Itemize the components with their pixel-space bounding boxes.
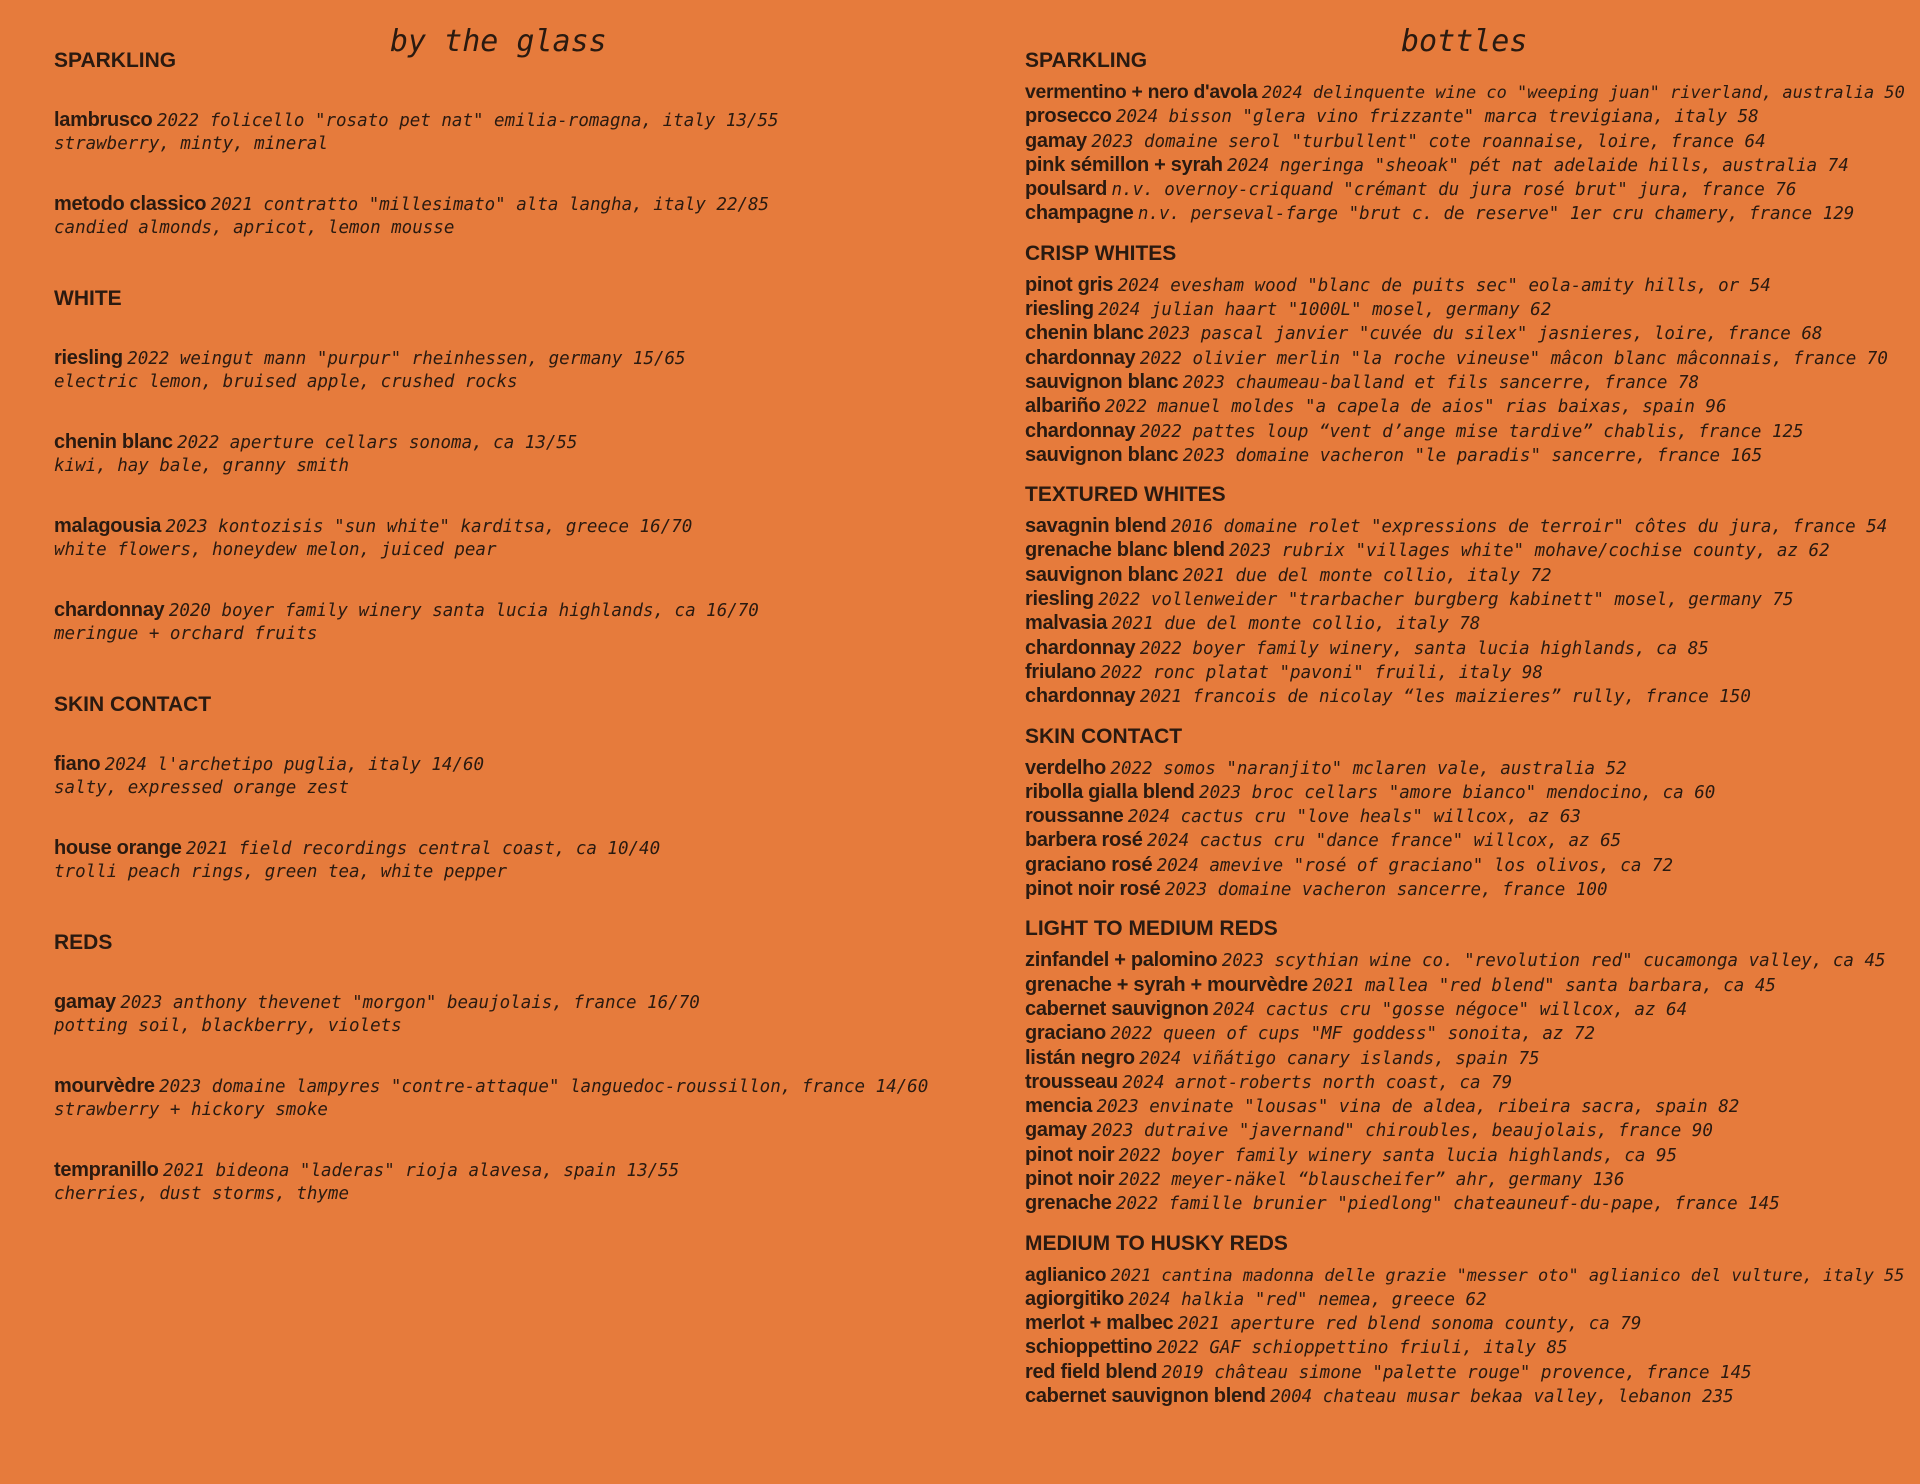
wine-detail: 2024 amevive "rosé of graciano" los olivos, ca 72 bbox=[1156, 855, 1673, 876]
bottle-item bbox=[1025, 1143, 1905, 1167]
wine-detail: 2019 château simone "palette rouge" provence, france 145 bbox=[1161, 1362, 1752, 1383]
wine-detail: 2022 olivier merlin "la roche vineuse" mâcon blanc mâconnais, france 70 bbox=[1139, 348, 1888, 369]
wine-grape: savagnin blend bbox=[1025, 515, 1167, 538]
wine-grape: vermentino + nero d'avola bbox=[1025, 81, 1258, 103]
wine-line bbox=[54, 1074, 954, 1098]
wine-grape: gamay bbox=[1025, 1119, 1087, 1142]
bottle-item bbox=[1025, 1046, 1905, 1070]
bottle-item bbox=[1025, 611, 1905, 635]
bottle-item bbox=[1025, 828, 1905, 852]
wine-grape: barbera rosé bbox=[1025, 829, 1143, 852]
tasting-notes: candied almonds, apricot, lemon mousse bbox=[54, 218, 455, 238]
wine-grape: schioppettino bbox=[1025, 1336, 1153, 1359]
wine-grape: tempranillo bbox=[54, 1159, 159, 1181]
wine-grape: metodo classico bbox=[54, 193, 207, 215]
wine-detail: 2022 aperture cellars sonoma, ca 13/55 bbox=[177, 433, 578, 453]
wine-grape: verdelho bbox=[1025, 756, 1106, 779]
wine-detail: 2023 domaine serol "turbullent" cote roannaise, loire, france 64 bbox=[1091, 131, 1766, 152]
wine-grape: listán negro bbox=[1025, 1046, 1135, 1069]
bottle-item bbox=[1025, 104, 1905, 128]
wine-detail: 2022 pattes loup “vent d’ange mise tardive” chablis, france 125 bbox=[1139, 421, 1804, 442]
wine-detail: 2023 envinate "lousas" vina de aldea, ribeira sacra, spain 82 bbox=[1096, 1097, 1740, 1118]
bottle-item bbox=[1025, 177, 1905, 201]
tasting-notes: trolli peach rings, green tea, white pepper bbox=[54, 862, 508, 882]
wine-line bbox=[54, 1158, 954, 1182]
wine-grape: grenache bbox=[1025, 1192, 1112, 1215]
bottles-column bbox=[1025, 48, 1905, 1423]
wine-grape: champagne bbox=[1025, 202, 1134, 225]
wine-detail: 2023 domaine vacheron "le paradis" sancerre, france 165 bbox=[1182, 445, 1763, 466]
wine-detail: 2021 francois de nicolay “les maizieres” rully, france 150 bbox=[1139, 687, 1751, 708]
wine-detail: 2021 bideona "laderas" rioja alavesa, spain 13/55 bbox=[162, 1161, 680, 1181]
wine-grape: chardonnay bbox=[54, 599, 165, 621]
bottle-section bbox=[1025, 241, 1905, 467]
bottle-item bbox=[1025, 997, 1905, 1021]
wine-detail: 2023 pascal janvier "cuvée du silex" jasnieres, loire, france 68 bbox=[1148, 324, 1823, 345]
wine-grape: mencia bbox=[1025, 1095, 1093, 1118]
wine-detail: 2024 l'archetipo puglia, italy 14/60 bbox=[104, 755, 485, 775]
wine-grape: grenache + syrah + mourvèdre bbox=[1025, 973, 1308, 996]
wine-detail: 2023 domaine vacheron sancerre, france 100 bbox=[1164, 880, 1608, 901]
glass-wine-item bbox=[54, 430, 954, 478]
wine-detail: 2022 ronc platat "pavoni" fruili, italy 98 bbox=[1100, 662, 1543, 683]
wine-grape: graciano bbox=[1025, 1022, 1106, 1045]
wine-line bbox=[54, 108, 954, 132]
bottles-heading: bottles bbox=[1401, 24, 1528, 59]
wine-grape: aglianico bbox=[1025, 1263, 1107, 1286]
bottle-item bbox=[1025, 1191, 1905, 1215]
wine-grape: gamay bbox=[54, 991, 116, 1013]
bottle-item bbox=[1025, 201, 1905, 225]
wine-detail: 2021 due del monte collio, italy 72 bbox=[1182, 565, 1552, 586]
bottle-item bbox=[1025, 80, 1905, 104]
wine-detail: 2023 rubrix "villages white" mohave/cochise county, az 62 bbox=[1229, 541, 1830, 562]
wine-detail: 2024 ngeringa "sheoak" pét nat adelaide hills, australia 74 bbox=[1227, 155, 1849, 176]
section-title: SPARKLING bbox=[54, 49, 177, 72]
wine-detail: 2022 famille brunier "piedlong" chateauneuf-du-pape, france 145 bbox=[1115, 1194, 1780, 1215]
wine-detail: 2024 halkia "red" nemea, greece 62 bbox=[1128, 1289, 1487, 1310]
bottle-item bbox=[1025, 973, 1905, 997]
wine-detail: 2024 viñátigo canary islands, spain 75 bbox=[1139, 1048, 1540, 1069]
wine-grape: sauvignon blanc bbox=[1025, 443, 1179, 466]
bottle-item bbox=[1025, 346, 1905, 370]
wine-detail: 2024 delinquente wine co "weeping juan" riverland, australia 50 bbox=[1261, 82, 1905, 102]
bottle-item bbox=[1025, 321, 1905, 345]
wine-grape: riesling bbox=[1025, 588, 1094, 611]
bottle-item bbox=[1025, 443, 1905, 467]
wine-detail: 2024 bisson "glera vino frizzante" marca trevigiana, italy 58 bbox=[1115, 107, 1759, 128]
wine-grape: ribolla gialla blend bbox=[1025, 780, 1195, 803]
wine-detail: 2022 GAF schioppettino friuli, italy 85 bbox=[1156, 1338, 1568, 1359]
bottle-item bbox=[1025, 1118, 1905, 1142]
bottle-item bbox=[1025, 1021, 1905, 1045]
wine-grape: chardonnay bbox=[1025, 685, 1136, 708]
wine-grape: chardonnay bbox=[1025, 346, 1136, 369]
wine-line bbox=[54, 990, 954, 1014]
tasting-notes: strawberry, minty, mineral bbox=[54, 134, 328, 154]
glass-wine-item bbox=[54, 1074, 954, 1122]
bottle-item bbox=[1025, 853, 1905, 877]
bottle-item bbox=[1025, 780, 1905, 804]
section-title: MEDIUM TO HUSKY REDS bbox=[1025, 1231, 1288, 1255]
wine-line bbox=[54, 192, 954, 216]
wine-grape: riesling bbox=[54, 347, 123, 369]
bottle-item bbox=[1025, 1263, 1905, 1287]
wine-detail: 2016 domaine rolet "expressions de terroir" côtes du jura, france 54 bbox=[1170, 517, 1888, 538]
wine-grape: pink sémillon + syrah bbox=[1025, 153, 1223, 176]
wine-grape: red field blend bbox=[1025, 1360, 1158, 1383]
wine-grape: chardonnay bbox=[1025, 636, 1136, 659]
section-title: SKIN CONTACT bbox=[1025, 724, 1183, 748]
bottle-section bbox=[1025, 482, 1905, 708]
wine-grape: pinot noir rosé bbox=[1025, 878, 1161, 901]
wine-detail: 2004 chateau musar bekaa valley, lebanon 235 bbox=[1270, 1387, 1734, 1408]
wine-grape: malvasia bbox=[1025, 612, 1108, 635]
wine-detail: 2022 boyer family winery, santa lucia highlands, ca 85 bbox=[1139, 638, 1709, 659]
wine-grape: pinot noir bbox=[1025, 1143, 1115, 1166]
wine-grape: lambrusco bbox=[54, 109, 153, 131]
tasting-notes: white flowers, honeydew melon, juiced pear bbox=[54, 540, 497, 560]
wine-detail: 2023 chaumeau-balland et fils sancerre, france 78 bbox=[1182, 372, 1700, 393]
bottle-item bbox=[1025, 660, 1905, 684]
bottle-item bbox=[1025, 1360, 1905, 1384]
wine-detail: 2021 field recordings central coast, ca 10/40 bbox=[186, 839, 661, 859]
glass-wine-item bbox=[54, 1158, 954, 1206]
section-title: SKIN CONTACT bbox=[54, 693, 212, 716]
wine-grape: riesling bbox=[1025, 298, 1094, 321]
wine-detail: 2022 weingut mann "purpur" rheinhessen, germany 15/65 bbox=[127, 349, 686, 369]
wine-grape: house orange bbox=[54, 837, 182, 859]
glass-wine-item bbox=[54, 108, 954, 156]
bottle-item bbox=[1025, 804, 1905, 828]
bottle-item bbox=[1025, 948, 1905, 972]
wine-line bbox=[54, 598, 954, 622]
wine-line bbox=[54, 430, 954, 454]
section-title: CRISP WHITES bbox=[1025, 241, 1177, 265]
by-the-glass-heading: by the glass bbox=[390, 24, 607, 59]
wine-detail: 2022 queen of cups "MF goddess" sonoita, az 72 bbox=[1110, 1024, 1596, 1045]
wine-detail: 2022 somos "naranjito" mclaren vale, australia 52 bbox=[1110, 758, 1627, 779]
bottle-item bbox=[1025, 1384, 1905, 1408]
wine-grape: agiorgitiko bbox=[1025, 1287, 1124, 1310]
glass-wine-item bbox=[54, 192, 954, 240]
wine-detail: 2021 cantina madonna delle grazie "messer oto" aglianico del vulture, italy 55 bbox=[1110, 1264, 1905, 1285]
tasting-notes: potting soil, blackberry, violets bbox=[54, 1016, 402, 1036]
wine-line bbox=[54, 346, 954, 370]
tasting-notes: meringue + orchard fruits bbox=[54, 624, 318, 644]
wine-detail: 2024 cactus cru "love heals" willcox, az 63 bbox=[1127, 807, 1581, 828]
by-the-glass-column bbox=[54, 48, 954, 1252]
bottle-item bbox=[1025, 684, 1905, 708]
tasting-notes: salty, expressed orange zest bbox=[54, 778, 350, 798]
wine-detail: n.v. overnoy-criquand "crémant du jura rosé brut" jura, france 76 bbox=[1111, 180, 1797, 201]
bottle-item bbox=[1025, 419, 1905, 443]
wine-detail: 2022 boyer family winery santa lucia highlands, ca 95 bbox=[1118, 1145, 1678, 1166]
tasting-notes: electric lemon, bruised apple, crushed rocks bbox=[54, 372, 518, 392]
wine-detail: 2022 folicello "rosato pet nat" emilia-romagna, italy 13/55 bbox=[156, 111, 779, 131]
section-title: REDS bbox=[54, 931, 113, 954]
tasting-notes: cherries, dust storms, thyme bbox=[54, 1184, 350, 1204]
wine-grape: pinot gris bbox=[1025, 273, 1114, 296]
glass-wine-item bbox=[54, 990, 954, 1038]
wine-detail: 2024 arnot-roberts north coast, ca 79 bbox=[1122, 1072, 1513, 1093]
glass-wine-item bbox=[54, 598, 954, 646]
wine-detail: 2022 manuel moldes "a capela de aios" rias baixas, spain 96 bbox=[1104, 397, 1727, 418]
bottle-item bbox=[1025, 1311, 1905, 1335]
wine-grape: cabernet sauvignon blend bbox=[1025, 1385, 1266, 1408]
wine-detail: 2024 cactus cru "dance france" willcox, az 65 bbox=[1147, 831, 1622, 852]
glass-section bbox=[54, 48, 954, 240]
wine-detail: n.v. perseval-farge "brut c. de reserve" 1er cru chamery, france 129 bbox=[1137, 204, 1855, 225]
wine-detail: 2023 kontozisis "sun white" karditsa, greece 16/70 bbox=[165, 517, 693, 537]
tasting-notes: kiwi, hay bale, granny smith bbox=[54, 456, 350, 476]
wine-grape: malagousia bbox=[54, 515, 162, 537]
wine-line bbox=[54, 836, 954, 860]
wine-detail: 2022 vollenweider "trarbacher burgberg kabinett" mosel, germany 75 bbox=[1098, 590, 1794, 611]
wine-grape: cabernet sauvignon bbox=[1025, 997, 1209, 1020]
bottle-item bbox=[1025, 563, 1905, 587]
bottle-section bbox=[1025, 724, 1905, 902]
wine-grape: grenache blanc blend bbox=[1025, 539, 1225, 562]
bottle-item bbox=[1025, 370, 1905, 394]
wine-grape: gamay bbox=[1025, 129, 1087, 152]
glass-section bbox=[54, 930, 954, 1206]
wine-grape: mourvèdre bbox=[54, 1075, 155, 1097]
wine-detail: 2021 due del monte collio, italy 78 bbox=[1111, 614, 1481, 635]
section-title: TEXTURED WHITES bbox=[1025, 483, 1226, 507]
bottle-item bbox=[1025, 587, 1905, 611]
bottle-section bbox=[1025, 916, 1905, 1215]
bottle-item bbox=[1025, 129, 1905, 153]
glass-wine-item bbox=[54, 752, 954, 800]
section-title: LIGHT TO MEDIUM REDS bbox=[1025, 917, 1278, 941]
wine-grape: chenin blanc bbox=[1025, 322, 1144, 345]
wine-line bbox=[54, 514, 954, 538]
glass-section bbox=[54, 286, 954, 646]
wine-detail: 2021 contratto "millesimato" alta langha, italy 22/85 bbox=[210, 195, 770, 215]
bottle-section bbox=[1025, 1231, 1905, 1409]
wine-grape: roussanne bbox=[1025, 805, 1124, 828]
bottle-item bbox=[1025, 1070, 1905, 1094]
wine-grape: albariño bbox=[1025, 395, 1101, 418]
wine-grape: trousseau bbox=[1025, 1070, 1118, 1093]
tasting-notes: strawberry + hickory smoke bbox=[54, 1100, 328, 1120]
bottle-item bbox=[1025, 273, 1905, 297]
wine-grape: graciano rosé bbox=[1025, 853, 1153, 876]
section-title: WHITE bbox=[54, 287, 122, 310]
wine-detail: 2024 evesham wood "blanc de puits sec" eola-amity hills, or 54 bbox=[1117, 275, 1771, 296]
wine-grape: fiano bbox=[54, 753, 101, 775]
wine-grape: pinot noir bbox=[1025, 1167, 1115, 1190]
wine-detail: 2024 julian haart "1000L" mosel, germany 62 bbox=[1098, 300, 1552, 321]
wine-detail: 2023 scythian wine co. "revolution red" cucamonga valley, ca 45 bbox=[1221, 951, 1886, 972]
glass-section bbox=[54, 692, 954, 884]
bottle-item bbox=[1025, 394, 1905, 418]
wine-line bbox=[54, 752, 954, 776]
wine-detail: 2021 aperture red blend sonoma county, ca 79 bbox=[1177, 1314, 1642, 1335]
wine-grape: poulsard bbox=[1025, 178, 1108, 201]
section-title: SPARKLING bbox=[1025, 49, 1148, 72]
glass-wine-item bbox=[54, 346, 954, 394]
wine-detail: 2024 cactus cru "gosse négoce" willcox, az 64 bbox=[1213, 999, 1688, 1020]
wine-detail: 2022 meyer-näkel “blauscheifer” ahr, germany 136 bbox=[1118, 1169, 1625, 1190]
wine-grape: merlot + malbec bbox=[1025, 1312, 1174, 1335]
wine-detail: 2023 dutraive "javernand" chiroubles, beaujolais, france 90 bbox=[1091, 1121, 1713, 1142]
bottle-item bbox=[1025, 1335, 1905, 1359]
wine-grape: chardonnay bbox=[1025, 419, 1136, 442]
wine-detail: 2023 domaine lampyres "contre-attaque" languedoc-roussillon, france 14/60 bbox=[159, 1077, 929, 1097]
wine-detail: 2021 mallea "red blend" santa barbara, ca 45 bbox=[1312, 975, 1776, 996]
bottle-item bbox=[1025, 756, 1905, 780]
glass-wine-item bbox=[54, 836, 954, 884]
wine-detail: 2023 anthony thevenet "morgon" beaujolais, france 16/70 bbox=[120, 993, 700, 1013]
bottle-item bbox=[1025, 1094, 1905, 1118]
bottle-item bbox=[1025, 636, 1905, 660]
bottle-item bbox=[1025, 877, 1905, 901]
wine-grape: prosecco bbox=[1025, 105, 1112, 128]
wine-grape: sauvignon blanc bbox=[1025, 370, 1179, 393]
wine-detail: 2023 broc cellars "amore bianco" mendocino, ca 60 bbox=[1199, 782, 1716, 803]
bottle-item bbox=[1025, 514, 1905, 538]
wine-grape: friulano bbox=[1025, 660, 1096, 683]
wine-grape: sauvignon blanc bbox=[1025, 563, 1179, 586]
wine-grape: zinfandel + palomino bbox=[1025, 949, 1218, 972]
bottle-item bbox=[1025, 153, 1905, 177]
bottle-item bbox=[1025, 297, 1905, 321]
wine-detail: 2020 boyer family winery santa lucia highlands, ca 16/70 bbox=[168, 601, 759, 621]
bottle-item bbox=[1025, 1167, 1905, 1191]
glass-wine-item bbox=[54, 514, 954, 562]
wine-grape: chenin blanc bbox=[54, 431, 173, 453]
bottle-section bbox=[1025, 48, 1905, 226]
bottle-item bbox=[1025, 1287, 1905, 1311]
bottle-item bbox=[1025, 538, 1905, 562]
